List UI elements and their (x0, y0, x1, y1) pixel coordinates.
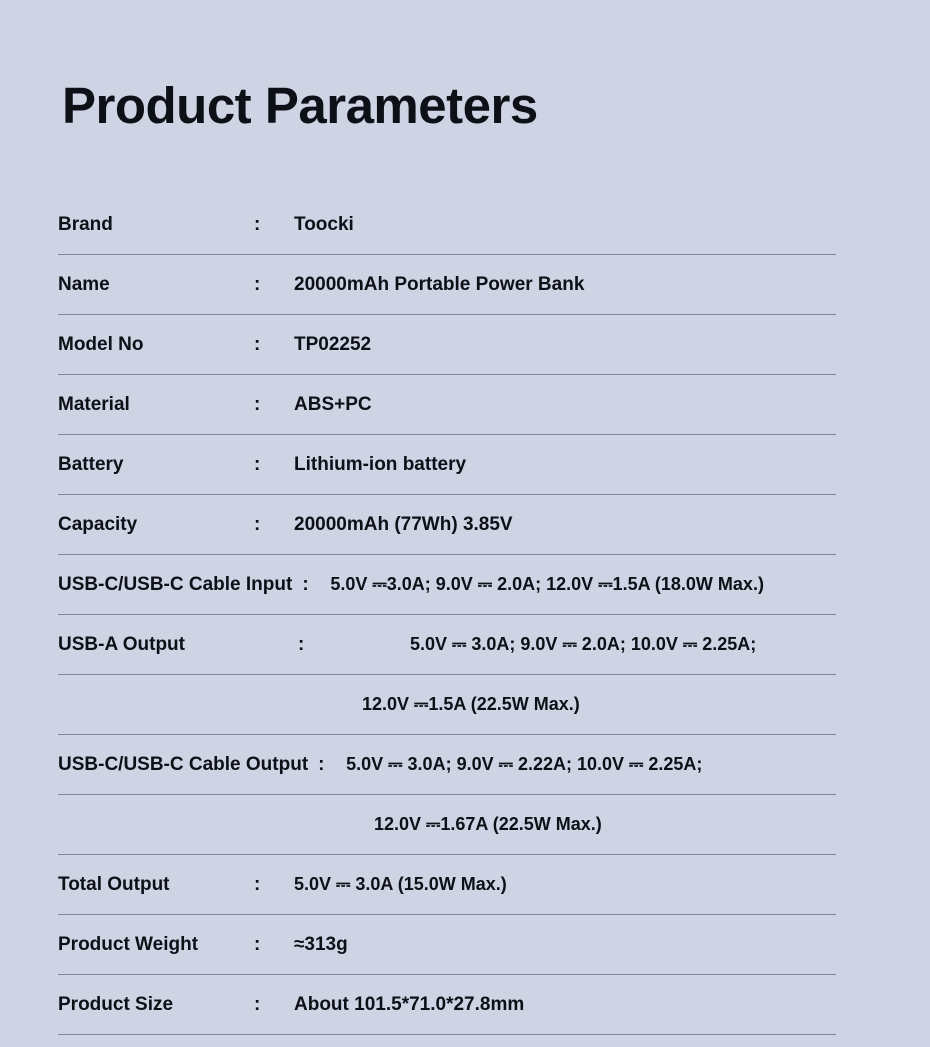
spec-value: Toocki (294, 213, 354, 235)
spec-value: About 101.5*71.0*27.8mm (294, 993, 525, 1015)
spec-separator: : (254, 513, 261, 535)
table-row (58, 555, 836, 615)
table-row (58, 975, 836, 1035)
spec-label: Product Size (58, 993, 174, 1015)
table-row (58, 855, 836, 915)
spec-separator: : (254, 993, 261, 1015)
spec-separator: : (254, 213, 261, 235)
spec-label: Total Output (58, 873, 170, 895)
spec-separator: : (254, 873, 261, 895)
spec-value: Lithium-ion battery (294, 453, 467, 475)
spec-value: 5.0V ⎓3.0A; 9.0V ⎓ 2.0A; 12.0V ⎓1.5A (18.0W Max.) (330, 574, 764, 594)
table-row-continuation (58, 795, 836, 855)
spec-separator: : (254, 933, 261, 955)
spec-value: 12.0V ⎓1.5A (22.5W Max.) (362, 694, 580, 714)
spec-value: 20000mAh Portable Power Bank (294, 273, 585, 295)
spec-separator: : (254, 333, 261, 355)
spec-label: USB-A Output (58, 633, 185, 655)
table-row (58, 315, 836, 375)
spec-label: Name (58, 273, 110, 295)
spec-value: 5.0V ⎓ 3.0A (15.0W Max.) (294, 874, 507, 894)
spec-label: Battery (58, 453, 124, 475)
table-row (58, 435, 836, 495)
spec-label: Material (58, 393, 130, 415)
spec-separator: : (298, 633, 305, 655)
spec-separator: : (318, 753, 325, 775)
table-row-continuation (58, 675, 836, 735)
spec-value: TP02252 (294, 333, 372, 355)
spec-value: 12.0V ⎓1.67A (22.5W Max.) (374, 814, 602, 834)
spec-value: 5.0V ⎓ 3.0A; 9.0V ⎓ 2.22A; 10.0V ⎓ 2.25A; (346, 754, 703, 774)
spec-value: ABS+PC (294, 393, 372, 415)
table-row (58, 735, 836, 795)
spec-separator: : (254, 273, 261, 295)
spec-value: ≈313g (294, 933, 348, 955)
table-row (58, 195, 836, 255)
table-row (58, 915, 836, 975)
spec-label: Model No (58, 333, 144, 355)
table-row (58, 375, 836, 435)
page-title: Product Parameters (62, 77, 538, 134)
spec-label: USB-C/USB-C Cable Output (58, 753, 309, 775)
spec-separator: : (254, 453, 261, 475)
spec-value: 20000mAh (77Wh) 3.85V (294, 513, 513, 535)
specification-table (58, 195, 836, 1035)
spec-separator: : (302, 573, 309, 595)
spec-label: USB-C/USB-C Cable Input (58, 573, 293, 595)
table-row (58, 255, 836, 315)
spec-label: Product Weight (58, 933, 199, 955)
spec-separator: : (254, 393, 261, 415)
spec-label: Brand (58, 213, 113, 235)
table-row (58, 495, 836, 555)
spec-value: 5.0V ⎓ 3.0A; 9.0V ⎓ 2.0A; 10.0V ⎓ 2.25A; (410, 634, 757, 654)
spec-label: Capacity (58, 513, 138, 535)
table-row (58, 615, 836, 675)
